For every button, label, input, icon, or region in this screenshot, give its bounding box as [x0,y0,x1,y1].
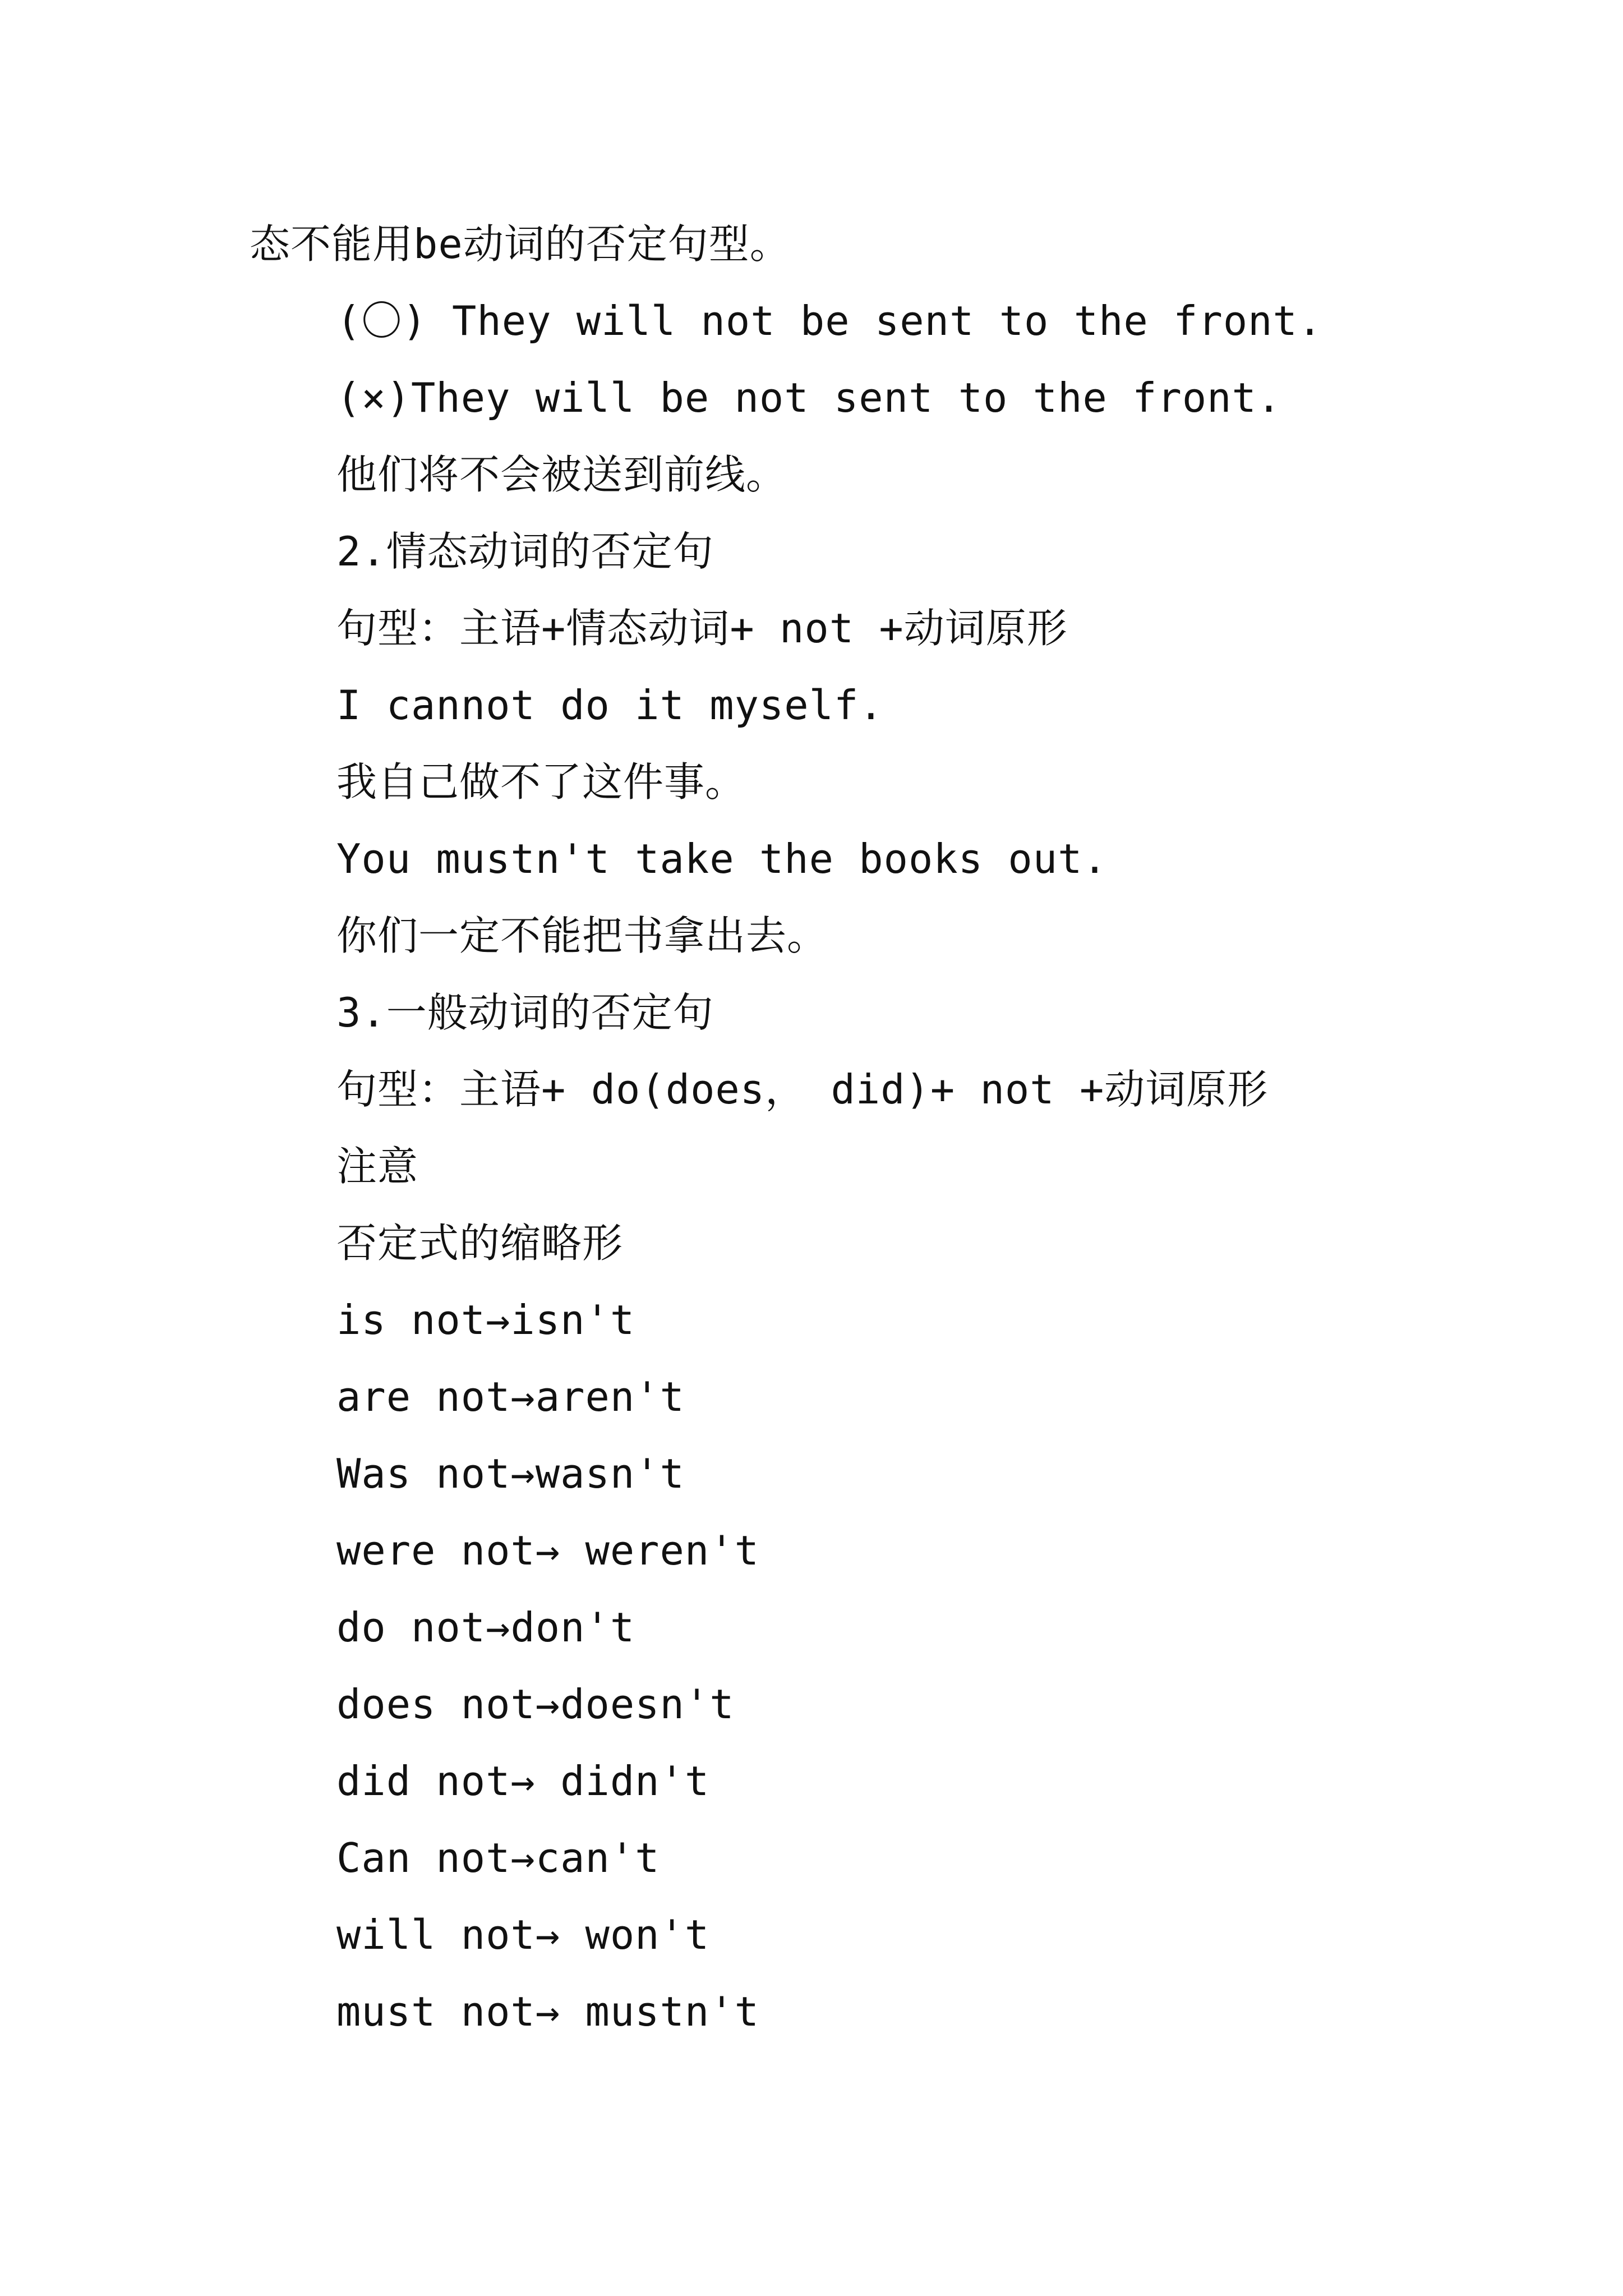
text-line-translation: 我自己做不了这件事。 [336,758,746,806]
section-heading-general-verb-negative: 3.一般动词的否定句 [336,989,714,1036]
text-line-pattern: 句型：主语+情态动词+ not +动词原形 [336,605,1068,652]
text-line-example: I cannot do it myself. [336,682,884,729]
contraction-item: were not→ weren't [336,1527,759,1574]
contraction-item: will not→ won't [336,1911,710,1958]
contraction-item: does not→doesn't [336,1681,735,1728]
contraction-item: do not→don't [336,1604,635,1651]
contraction-item: is not→isn't [336,1296,635,1343]
text-line-continuation: 态不能用be动词的否定句型。 [250,220,791,268]
text-line-pattern: 句型：主语+ do(does， did)+ not +动词原形 [336,1066,1269,1113]
contraction-item: did not→ didn't [336,1757,710,1805]
contraction-item: Can not→can't [336,1834,660,1881]
contraction-item: are not→aren't [336,1373,685,1420]
text-line-contraction-heading: 否定式的缩略形 [336,1220,624,1267]
text-line-note-label: 注意 [336,1143,419,1190]
text-line-translation: 你们一定不能把书拿出去。 [336,912,828,959]
contraction-item: must not→ mustn't [336,1988,759,2035]
text-line-example: You mustn't take the books out. [336,835,1108,882]
contraction-item: Was not→wasn't [336,1450,685,1497]
text-line-correct-example: (〇) They will not be sent to the front. [336,297,1323,344]
text-line-wrong-example: (×)They will be not sent to the front. [336,374,1282,421]
text-line-translation: 他们将不会被送到前线。 [336,451,787,498]
section-heading-modal-negative: 2.情态动词的否定句 [336,528,714,575]
